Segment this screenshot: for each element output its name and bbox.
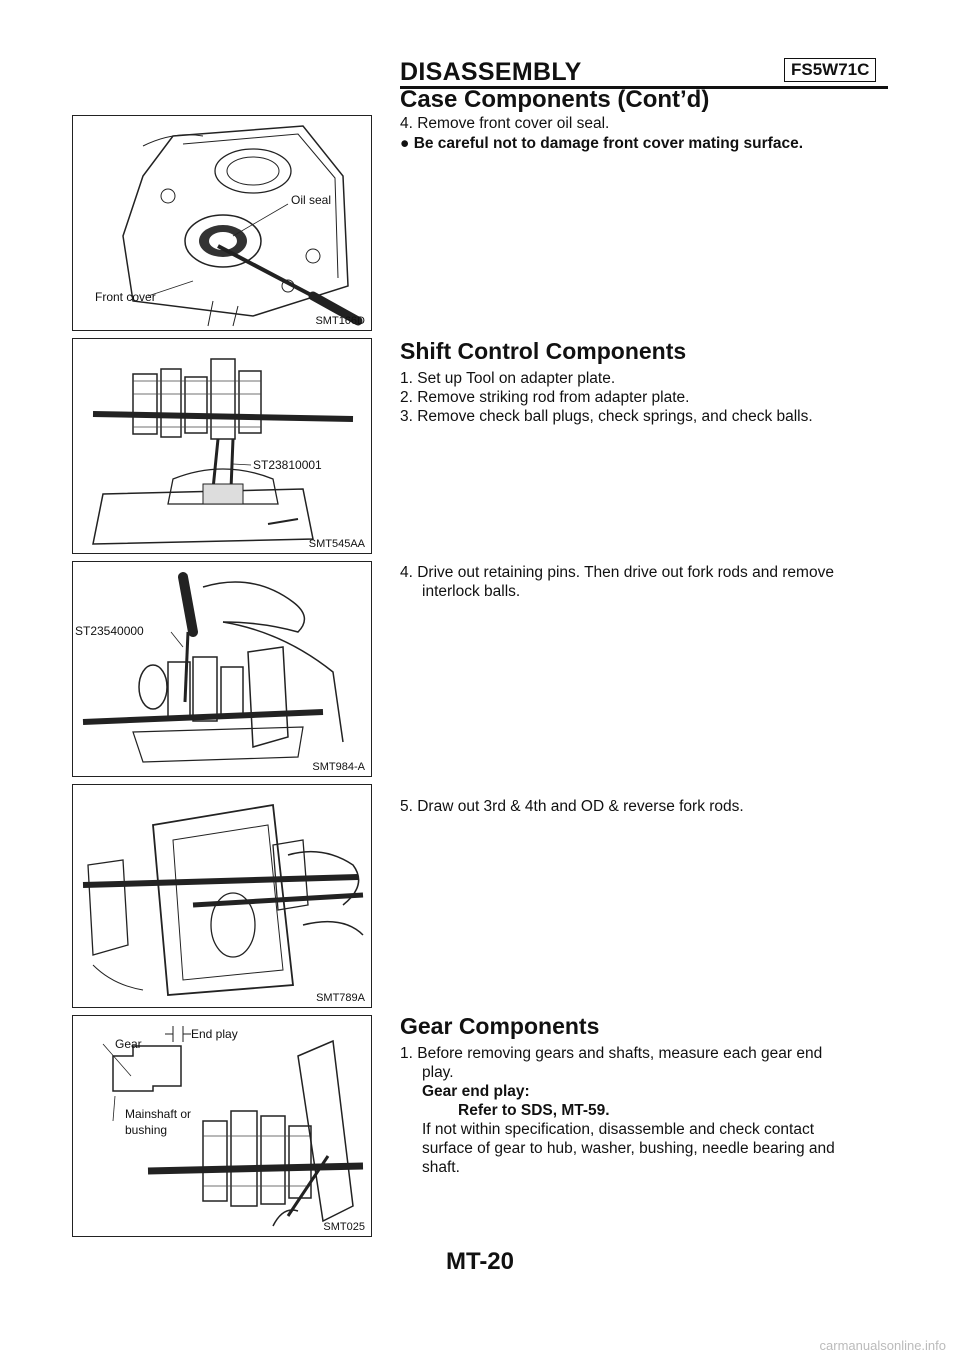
watermark: carmanualsonline.info — [819, 1338, 946, 1353]
step-4 — [400, 563, 896, 601]
retaining-pins-illustration — [73, 562, 371, 776]
step-2: 2. Remove striking rod from adapter plate. — [400, 389, 690, 406]
step-4-line-2: interlock balls. — [422, 583, 521, 600]
page-number: MT-20 — [445, 1248, 514, 1275]
callout-gear: Gear — [115, 1037, 142, 1051]
step-5: 5. Draw out 3rd & 4th and OD & reverse fork rods. — [400, 798, 744, 815]
figure-retaining-pins — [72, 561, 372, 777]
heading-gear-components: Gear Components — [400, 1013, 600, 1039]
callout-mainshaft: Mainshaft or — [125, 1107, 192, 1121]
figure-id: SMT789A — [316, 992, 365, 1004]
figure-id: SMT984-A — [312, 761, 365, 773]
caution-bullet — [400, 134, 896, 153]
step-3: 3. Remove check ball plugs, check springs, and check balls. — [400, 408, 813, 425]
figure-id: SMT025 — [323, 1221, 365, 1233]
note-line-3: shaft. — [422, 1159, 460, 1176]
figure-gear-end-play — [72, 1015, 372, 1237]
spec-label: Gear end play: — [422, 1083, 530, 1100]
step-remove-oil-seal: 4. Remove front cover oil seal. — [400, 115, 610, 132]
heading-shift-control: Shift Control Components — [400, 338, 687, 364]
gear-end-play-illustration — [73, 1016, 371, 1236]
bullet-icon: ● — [400, 135, 410, 152]
callout-front-cover: Front cover — [95, 290, 156, 304]
figure-id: SMT166D — [315, 315, 365, 327]
callout-tool-st23810001: ST23810001 — [253, 458, 322, 472]
figure-shift-control-tool — [72, 338, 372, 554]
gear-step-1-line-1: 1. Before removing gears and shafts, measure each gear end — [400, 1045, 823, 1062]
step-4-line-1: 4. Drive out retaining pins. Then drive out fork rods and remove — [400, 564, 834, 581]
callout-end-play: End play — [191, 1027, 238, 1041]
shift-control-steps — [400, 369, 896, 426]
gear-step-1 — [400, 1044, 896, 1177]
callout-bushing: bushing — [125, 1123, 168, 1137]
figure-front-cover — [72, 115, 372, 331]
figure-fork-rods — [72, 784, 372, 1008]
section-subtitle: Case Components (Cont’d) — [400, 86, 710, 113]
caution-text: Be careful not to damage front cover mating surface. — [413, 135, 803, 152]
figure-id: SMT545AA — [308, 538, 365, 550]
note-line-1: If not within specification, disassemble and check contact — [422, 1121, 815, 1138]
spec-value: Refer to SDS, MT-59. — [458, 1102, 610, 1119]
callout-tool-st23540000: ST23540000 — [75, 624, 144, 638]
note-line-2: surface of gear to hub, washer, bushing, needle bearing and — [422, 1140, 835, 1157]
shift-control-illustration — [73, 339, 371, 553]
step-1: 1. Set up Tool on adapter plate. — [400, 370, 616, 387]
front-cover-illustration — [73, 116, 371, 330]
fork-rods-illustration — [73, 785, 371, 1007]
section-title: DISASSEMBLY — [400, 58, 582, 86]
model-code-badge: FS5W71C — [784, 58, 876, 82]
gear-step-1-line-2: play. — [422, 1064, 454, 1081]
callout-oil-seal: Oil seal — [291, 193, 332, 207]
